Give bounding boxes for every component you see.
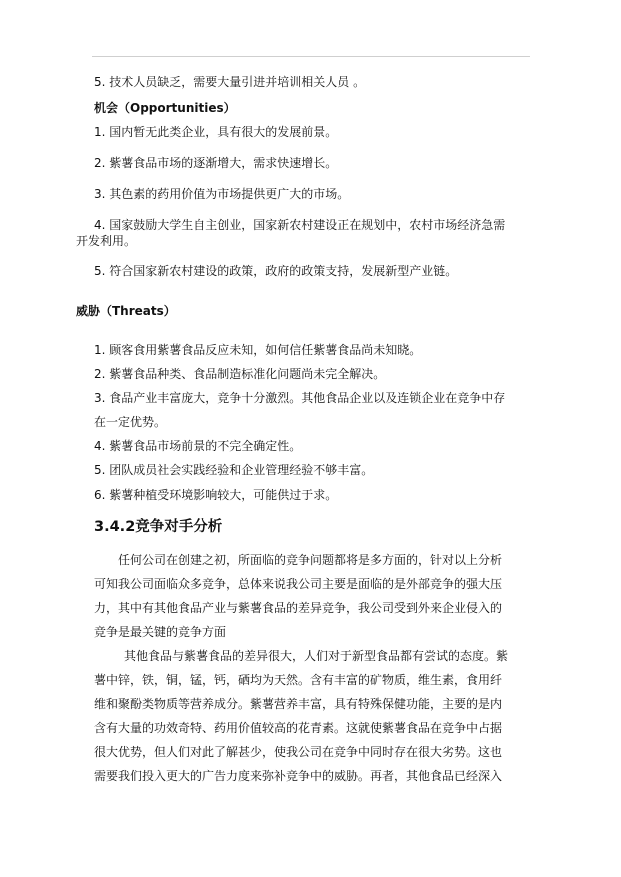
paragraph-line: 其他食品与紫薯食品的差异很大，人们对于新型食品都有尝试的态度。紫	[124, 649, 509, 663]
paragraph-line: 含有大量的功效奇特、药用价值较高的花青素。这就使紫薯食品在竞争中占据	[94, 721, 503, 735]
opportunities-heading: 机会（Opportunities）	[94, 101, 236, 115]
section-heading: 3.4.2竞争对手分析	[94, 519, 223, 535]
opportunity-item: 5. 符合国家新农村建设的政策，政府的政策支持，发展新型产业链。	[94, 264, 458, 278]
opportunity-item-continued: 开发利用。	[76, 234, 137, 248]
opportunity-item: 4. 国家鼓励大学生自主创业，国家新农村建设正在规划中，农村市场经济急需	[94, 218, 506, 232]
opportunity-item: 2. 紫薯食品市场的逐渐增大，需求快速增长。	[94, 156, 338, 170]
paragraph-line: 力，其中有其他食品产业与紫薯食品的差异竞争，我公司受到外来企业侵入的	[94, 601, 503, 615]
paragraph-line: 竞争是最关键的竞争方面	[94, 625, 227, 639]
opportunity-item: 3. 其色素的药用价值为市场提供更广大的市场。	[94, 187, 350, 201]
threat-item: 2. 紫薯食品种类、食品制造标准化问题尚未完全解决。	[94, 367, 386, 381]
threats-heading: 威胁（Threats）	[76, 304, 176, 318]
threat-item: 3. 食品产业丰富庞大，竞争十分激烈。其他食品企业以及连锁企业在竞争中存	[94, 391, 506, 405]
threat-item-continued: 在一定优势。	[94, 415, 167, 429]
paragraph-line: 薯中锌，铁，铜，锰，钙，硒均为天然。含有丰富的矿物质，维生素，食用纤	[94, 673, 503, 687]
threat-item: 4. 紫薯食品市场前景的不完全确定性。	[94, 439, 302, 453]
opportunity-item: 1. 国内暂无此类企业，具有很大的发展前景。	[94, 125, 338, 139]
threat-item: 5. 团队成员社会实践经验和企业管理经验不够丰富。	[94, 463, 374, 477]
header-rule	[92, 56, 530, 57]
paragraph-line: 维和聚酚类物质等营养成分。紫薯营养丰富，具有特殊保健功能，主要的是内	[94, 697, 503, 711]
threat-item: 6. 紫薯种植受环境影响较大，可能供过于求。	[94, 488, 338, 502]
paragraph-line: 需要我们投入更大的广告力度来弥补竞争中的威胁。再者，其他食品已经深入	[94, 769, 503, 783]
paragraph-line: 可知我公司面临众多竞争，总体来说我公司主要是面临的是外部竞争的强大压	[94, 577, 503, 591]
threat-item: 1. 顾客食用紫薯食品反应未知，如何信任紫薯食品尚未知晓。	[94, 343, 422, 357]
paragraph-line: 任何公司在创建之初，所面临的竞争问题都将是多方面的，针对以上分析	[118, 553, 503, 567]
paragraph-line: 很大优势，但人们对此了解甚少，使我公司在竞争中同时存在很大劣势。这也	[94, 745, 503, 759]
weakness-item-5: 5. 技术人员缺乏，需要大量引进并培训相关人员 。	[94, 75, 366, 89]
